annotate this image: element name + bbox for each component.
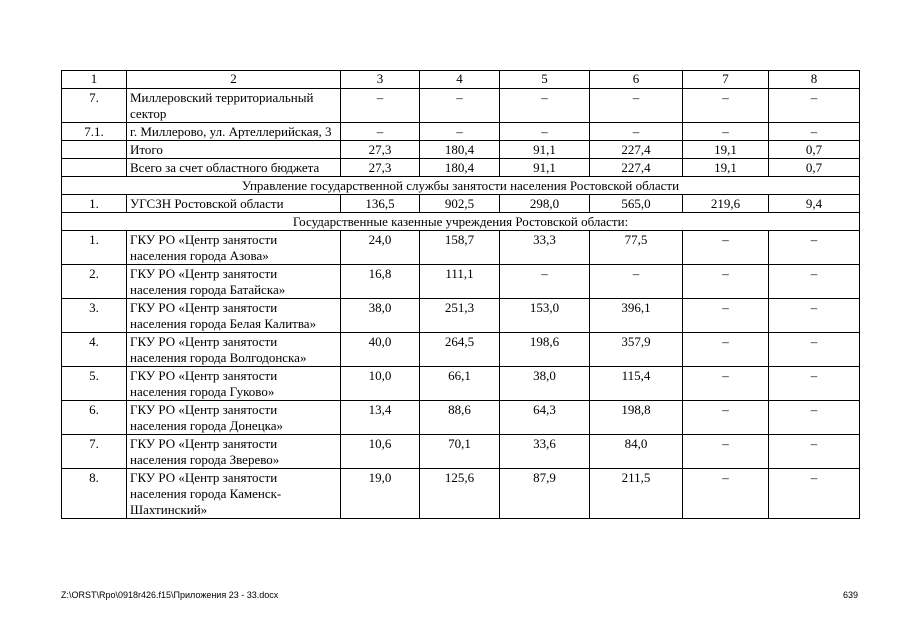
value-cell: 91,1 — [500, 141, 590, 159]
value-cell: 198,8 — [590, 401, 683, 435]
budget-table — [61, 70, 860, 519]
header-cell: 7 — [683, 71, 769, 89]
organization-name-cell: г. Миллерово, ул. Артеллерийская, 3 — [127, 123, 341, 141]
value-cell: – — [683, 333, 769, 367]
organization-name-cell: ГКУ РО «Центр занятости населения города Донецка» — [127, 401, 341, 435]
table-row — [62, 141, 860, 159]
organization-name-cell: ГКУ РО «Центр занятости населения города Каменск-Шахтинский» — [127, 469, 341, 519]
value-cell: 19,1 — [683, 159, 769, 177]
value-cell: – — [683, 265, 769, 299]
row-number-cell: 3. — [62, 299, 127, 333]
value-cell: – — [341, 123, 420, 141]
header-cell: 4 — [420, 71, 500, 89]
table-row — [62, 435, 860, 469]
value-cell: 27,3 — [341, 141, 420, 159]
value-cell: 19,0 — [341, 469, 420, 519]
value-cell: 40,0 — [341, 333, 420, 367]
value-cell: 180,4 — [420, 159, 500, 177]
value-cell: 158,7 — [420, 231, 500, 265]
value-cell: 13,4 — [341, 401, 420, 435]
value-cell: 33,3 — [500, 231, 590, 265]
value-cell: 16,8 — [341, 265, 420, 299]
value-cell: – — [683, 435, 769, 469]
section-heading-row — [62, 177, 860, 195]
row-number-cell — [62, 141, 127, 159]
value-cell: 77,5 — [590, 231, 683, 265]
value-cell: 19,1 — [683, 141, 769, 159]
value-cell: – — [500, 265, 590, 299]
organization-name-cell: Миллеровский территориальный сектор — [127, 89, 341, 123]
file-path: Z:\ORST\Rpo\0918r426.f15\Приложения 23 - 33.docx — [61, 590, 279, 600]
row-number-cell: 7.1. — [62, 123, 127, 141]
table-row — [62, 231, 860, 265]
header-cell: 5 — [500, 71, 590, 89]
value-cell: 902,5 — [420, 195, 500, 213]
value-cell: 227,4 — [590, 159, 683, 177]
row-number-cell: 8. — [62, 469, 127, 519]
table-row — [62, 265, 860, 299]
organization-name-cell: ГКУ РО «Центр занятости населения города Батайска» — [127, 265, 341, 299]
table-row — [62, 367, 860, 401]
value-cell: – — [500, 123, 590, 141]
row-number-cell: 7. — [62, 435, 127, 469]
organization-name-cell: ГКУ РО «Центр занятости населения города Зверево» — [127, 435, 341, 469]
value-cell: – — [769, 435, 860, 469]
value-cell: 64,3 — [500, 401, 590, 435]
value-cell: 91,1 — [500, 159, 590, 177]
value-cell: – — [590, 123, 683, 141]
page-number: 639 — [842, 590, 858, 600]
value-cell: – — [420, 89, 500, 123]
organization-name-cell: ГКУ РО «Центр занятости населения города Белая Калитва» — [127, 299, 341, 333]
value-cell: 153,0 — [500, 299, 590, 333]
value-cell: – — [683, 299, 769, 333]
value-cell: 357,9 — [590, 333, 683, 367]
value-cell: 38,0 — [500, 367, 590, 401]
organization-name-cell: ГКУ РО «Центр занятости населения города Азова» — [127, 231, 341, 265]
header-cell: 6 — [590, 71, 683, 89]
value-cell: – — [769, 265, 860, 299]
section-heading: Управление государственной службы занятости населения Ростовской области — [62, 177, 860, 195]
row-number-cell: 1. — [62, 231, 127, 265]
value-cell: 70,1 — [420, 435, 500, 469]
value-cell: 27,3 — [341, 159, 420, 177]
value-cell: 9,4 — [769, 195, 860, 213]
value-cell: – — [420, 123, 500, 141]
organization-name-cell: УГСЗН Ростовской области — [127, 195, 341, 213]
table-row — [62, 299, 860, 333]
table-row — [62, 401, 860, 435]
value-cell: – — [590, 89, 683, 123]
value-cell: 84,0 — [590, 435, 683, 469]
value-cell: 88,6 — [420, 401, 500, 435]
row-number-cell: 6. — [62, 401, 127, 435]
row-number-cell: 4. — [62, 333, 127, 367]
row-number-cell: 1. — [62, 195, 127, 213]
table-row — [62, 469, 860, 519]
value-cell: 180,4 — [420, 141, 500, 159]
row-number-cell: 7. — [62, 89, 127, 123]
value-cell: 298,0 — [500, 195, 590, 213]
value-cell: – — [683, 89, 769, 123]
value-cell: 38,0 — [341, 299, 420, 333]
header-cell: 1 — [62, 71, 127, 89]
section-heading-row — [62, 213, 860, 231]
value-cell: – — [769, 401, 860, 435]
value-cell: 136,5 — [341, 195, 420, 213]
header-cell: 8 — [769, 71, 860, 89]
value-cell: 0,7 — [769, 159, 860, 177]
value-cell: 87,9 — [500, 469, 590, 519]
value-cell: 0,7 — [769, 141, 860, 159]
value-cell: 125,6 — [420, 469, 500, 519]
value-cell: 111,1 — [420, 265, 500, 299]
organization-name-cell: ГКУ РО «Центр занятости населения города Гуково» — [127, 367, 341, 401]
value-cell: – — [769, 89, 860, 123]
value-cell: 33,6 — [500, 435, 590, 469]
value-cell: – — [769, 231, 860, 265]
value-cell: 211,5 — [590, 469, 683, 519]
value-cell: – — [500, 89, 590, 123]
table-row — [62, 159, 860, 177]
column-number-row — [62, 71, 860, 89]
value-cell: – — [683, 469, 769, 519]
value-cell: 115,4 — [590, 367, 683, 401]
row-number-cell — [62, 159, 127, 177]
organization-name-cell: ГКУ РО «Центр занятости населения города Волгодонска» — [127, 333, 341, 367]
value-cell: – — [769, 123, 860, 141]
value-cell: – — [769, 333, 860, 367]
header-cell: 2 — [127, 71, 341, 89]
table-row — [62, 195, 860, 213]
value-cell: 66,1 — [420, 367, 500, 401]
section-heading: Государственные казенные учреждения Ростовской области: — [62, 213, 860, 231]
value-cell: 227,4 — [590, 141, 683, 159]
value-cell: – — [769, 299, 860, 333]
organization-name-cell: Всего за счет областного бюджета — [127, 159, 341, 177]
value-cell: 10,0 — [341, 367, 420, 401]
value-cell: – — [683, 401, 769, 435]
value-cell: 264,5 — [420, 333, 500, 367]
value-cell: 565,0 — [590, 195, 683, 213]
value-cell: – — [683, 123, 769, 141]
table-row — [62, 123, 860, 141]
table-row — [62, 89, 860, 123]
value-cell: – — [683, 367, 769, 401]
value-cell: – — [683, 231, 769, 265]
organization-name-cell: Итого — [127, 141, 341, 159]
value-cell: – — [341, 89, 420, 123]
value-cell: 251,3 — [420, 299, 500, 333]
value-cell: 198,6 — [500, 333, 590, 367]
value-cell: – — [769, 367, 860, 401]
value-cell: – — [769, 469, 860, 519]
value-cell: 10,6 — [341, 435, 420, 469]
value-cell: – — [590, 265, 683, 299]
value-cell: 219,6 — [683, 195, 769, 213]
table-row — [62, 333, 860, 367]
value-cell: 396,1 — [590, 299, 683, 333]
header-cell: 3 — [341, 71, 420, 89]
value-cell: 24,0 — [341, 231, 420, 265]
row-number-cell: 5. — [62, 367, 127, 401]
row-number-cell: 2. — [62, 265, 127, 299]
